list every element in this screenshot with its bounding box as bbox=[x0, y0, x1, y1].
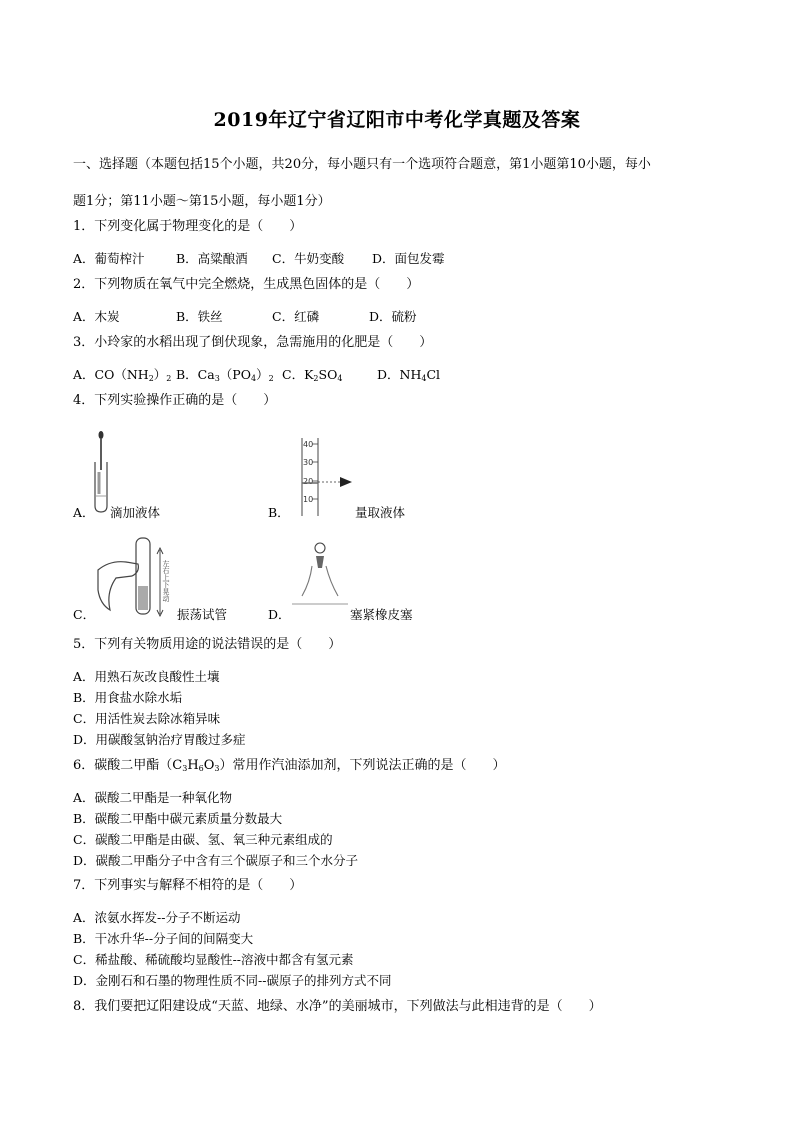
q1-option-a: A．葡萄榨汁 bbox=[73, 251, 145, 266]
q1-option-b: B．高粱酿酒 bbox=[176, 251, 248, 266]
q3-stem: 3．小玲家的水稻出现了倒伏现象，急需施用的化肥是（ ） bbox=[73, 335, 433, 350]
q6-option-a: A．碳酸二甲酯是一种氧化物 bbox=[73, 790, 233, 805]
q2-option-b: B．铁丝 bbox=[176, 309, 223, 324]
q3-option-d: D．$NH_4Cl$ bbox=[377, 367, 441, 383]
cylinder-tick-40: 40 bbox=[303, 440, 314, 449]
q4-option-c-label: 振荡试管 bbox=[177, 607, 228, 622]
q3-option-c: C．$K_2SO_4$ bbox=[282, 367, 343, 383]
q4-option-b-letter: B． bbox=[268, 505, 290, 520]
q2-option-d: D．硫粉 bbox=[369, 309, 417, 324]
cylinder-tick-10: 10 bbox=[303, 495, 314, 504]
page-title: 2019年辽宁省辽阳市中考化学真题及答案 bbox=[213, 109, 581, 131]
q6-option-b: B．碳酸二甲酯中碳元素质量分数最大 bbox=[73, 811, 283, 826]
q7-option-d: D．金刚石和石墨的物理性质不同--碳原子的排列方式不同 bbox=[73, 973, 392, 988]
q1-option-c: C．牛奶变酸 bbox=[272, 251, 345, 266]
q4-option-c-letter: C． bbox=[73, 607, 96, 622]
q4-option-a-label: 滴加液体 bbox=[110, 505, 161, 520]
q7-option-b: B．干冰升华--分子间的间隔变大 bbox=[73, 931, 254, 946]
q8-stem: 8．我们要把辽阳建设成“天蓝、地绿、水净”的美丽城市，下列做法与此相违背的是（ ） bbox=[73, 999, 602, 1014]
q7-stem: 7．下列事实与解释不相符的是（ ） bbox=[73, 878, 303, 893]
q3-option-b: B．$Ca_3(PO_4)_2$ bbox=[176, 367, 274, 383]
eye-icon bbox=[340, 477, 352, 487]
figure-c-annotation: 左右上下晃动 bbox=[162, 560, 170, 602]
q4-stem: 4．下列实验操作正确的是（ ） bbox=[73, 393, 277, 408]
q4-option-d-label: 塞紧橡皮塞 bbox=[350, 607, 413, 622]
q2-option-c: C．红磷 bbox=[272, 309, 320, 324]
q6-option-c: C．碳酸二甲酯是由碳、氢、氧三种元素组成的 bbox=[73, 832, 333, 847]
q2-stem: 2．下列物质在氧气中完全燃烧，生成黑色固体的是（ ） bbox=[73, 277, 420, 292]
section-intro-line1: 一、选择题（本题包括15个小题，共20分，每小题只有一个选项符合题意，第1小题第10小题，每小 bbox=[73, 157, 651, 172]
q5-option-c: C．用活性炭去除冰箱异味 bbox=[73, 711, 221, 726]
cylinder-tick-30: 30 bbox=[303, 458, 314, 467]
q4-option-d-letter: D． bbox=[268, 607, 291, 622]
q6-stem: 6．碳酸二甲酯$(C_3H_6O_3)$常用作汽油添加剂，下列说法正确的是（ ） bbox=[73, 758, 506, 773]
q5-stem: 5．下列有关物质用途的说法错误的是（ ） bbox=[73, 637, 342, 652]
section-intro-line2: 题1分；第11小题～第15小题，每小题1分） bbox=[73, 194, 331, 209]
shaking-test-tube-figure bbox=[92, 532, 182, 624]
dropper-test-tube-figure bbox=[88, 430, 118, 515]
q5-option-b: B．用食盐水除水垢 bbox=[73, 690, 183, 705]
q6-option-d: D．碳酸二甲酯分子中含有三个碳原子和三个水分子 bbox=[73, 853, 359, 868]
rubber-stopper-figure bbox=[290, 538, 350, 610]
q7-option-c: C．稀盐酸、稀硫酸均显酸性--溶液中都含有氢元素 bbox=[73, 952, 354, 967]
q5-option-d: D．用碳酸氢钠治疗胃酸过多症 bbox=[73, 732, 246, 747]
q3-option-a: A．$CO(NH_2)_2$ bbox=[73, 367, 172, 383]
q4-option-b-label: 量取液体 bbox=[355, 505, 406, 520]
q4-option-a-letter: A． bbox=[73, 505, 95, 520]
graduated-cylinder-figure bbox=[292, 436, 362, 520]
q7-option-a: A．浓氨水挥发--分子不断运动 bbox=[73, 910, 241, 925]
q1-stem: 1．下列变化属于物理变化的是（ ） bbox=[73, 219, 303, 234]
cylinder-tick-20: 20 bbox=[303, 477, 314, 486]
q1-option-d: D．面包发霉 bbox=[372, 251, 445, 266]
q2-option-a: A．木炭 bbox=[73, 309, 120, 324]
q5-option-a: A．用熟石灰改良酸性土壤 bbox=[73, 669, 220, 684]
